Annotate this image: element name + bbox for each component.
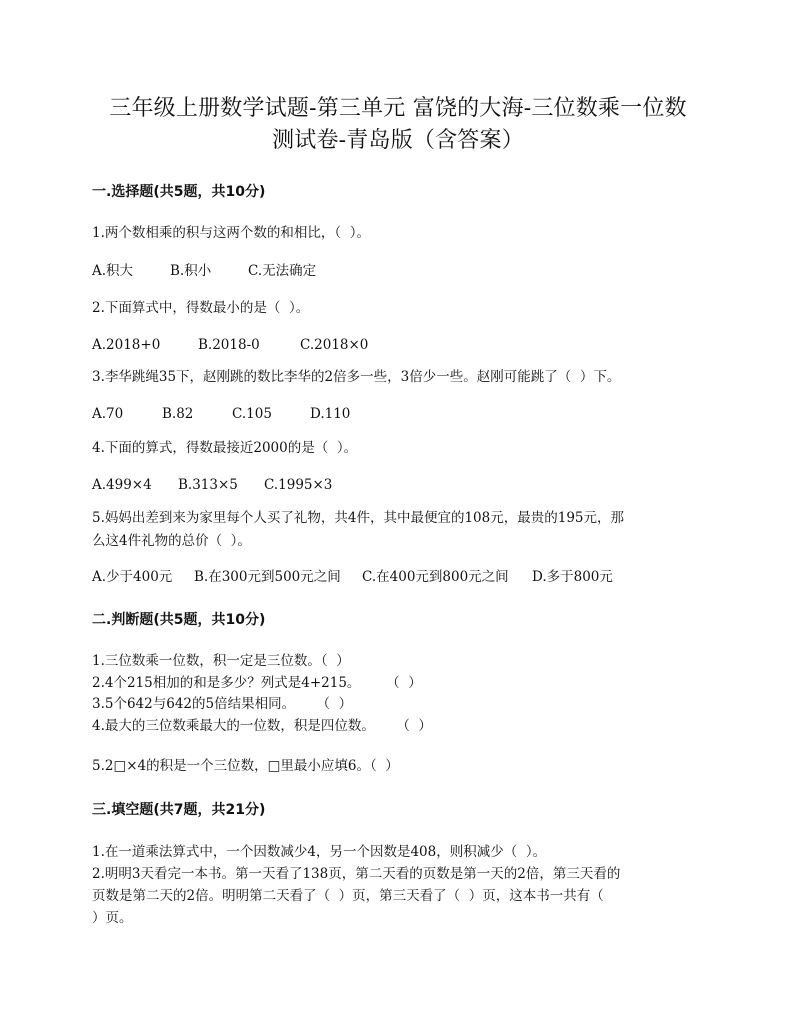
option-c: C.2018×0 bbox=[300, 337, 369, 353]
choice-question-1-options bbox=[92, 261, 316, 281]
option-a: A.499×4 bbox=[92, 477, 152, 493]
option-b: B.积小 bbox=[170, 263, 212, 279]
option-c: C.105 bbox=[232, 406, 272, 422]
choice-question-3-options bbox=[92, 404, 350, 424]
choice-question-2-options bbox=[92, 335, 368, 355]
section-heading-fill: 三.填空题(共7题，共21分) bbox=[92, 802, 266, 818]
option-c: C.1995×3 bbox=[264, 477, 333, 493]
judge-item-3: 3.5个642与642的5倍结果相同。 （ ） bbox=[92, 696, 353, 712]
option-b: B.82 bbox=[162, 406, 194, 422]
judge-item-4: 4.最大的三位数乘最大的一位数，积是四位数。 （ ） bbox=[92, 718, 432, 734]
option-a: A.积大 bbox=[92, 263, 134, 279]
document-title-line-1: 三年级上册数学试题-第三单元 富饶的大海-三位数乘一位数 bbox=[109, 96, 687, 121]
section-heading-judge: 二.判断题(共5题，共10分) bbox=[92, 612, 266, 628]
choice-question-4-options bbox=[92, 475, 332, 495]
option-b: B.2018-0 bbox=[198, 337, 260, 353]
fill-item-1: 1.在一道乘法算式中，一个因数减少4，另一个因数是408，则积减少（ ）。 bbox=[92, 844, 547, 860]
option-b: B.313×5 bbox=[178, 477, 238, 493]
option-a: A.2018+0 bbox=[92, 337, 161, 353]
choice-question-1: 1.两个数相乘的积与这两个数的和相比，（ ）。 bbox=[92, 225, 370, 241]
document-title-line-2: 测试卷-青岛版（含答案） bbox=[272, 128, 524, 153]
fill-item-2-line-3: ）页。 bbox=[92, 910, 133, 926]
option-d: D.多于800元 bbox=[532, 569, 613, 585]
choice-question-5-line-2: 么这4件礼物的总价（ ）。 bbox=[92, 533, 251, 549]
choice-question-4: 4.下面的算式，得数最接近2000的是（ ）。 bbox=[92, 440, 358, 456]
choice-question-3: 3.李华跳绳35下，赵刚跳的数比李华的2倍多一些，3倍少一些。赵刚可能跳了（ ）下。 bbox=[92, 369, 621, 385]
option-b: B.在300元到500元之间 bbox=[194, 569, 341, 585]
fill-item-2-line-1: 2.明明3天看完一本书。第一天看了138页，第二天看的页数是第一天的2倍，第三天看的 bbox=[92, 866, 621, 882]
section-heading-choice: 一.选择题(共5题，共10分) bbox=[92, 184, 266, 200]
judge-item-5: 5.2□×4的积是一个三位数，□里最小应填6。（ ） bbox=[92, 758, 399, 774]
option-a: A.少于400元 bbox=[92, 569, 173, 585]
option-c: C.在400元到800元之间 bbox=[362, 569, 509, 585]
choice-question-5-line-1: 5.妈妈出差到来为家里每个人买了礼物，共4件，其中最便宜的108元，最贵的195元，那 bbox=[92, 510, 625, 526]
choice-question-5-options bbox=[92, 567, 613, 587]
option-d: D.110 bbox=[310, 406, 351, 422]
option-c: C.无法确定 bbox=[248, 263, 317, 279]
option-a: A.70 bbox=[92, 406, 124, 422]
fill-item-2-line-2: 页数是第二天的2倍。明明第二天看了（ ）页，第三天看了（ ）页，这本书一共有（ bbox=[92, 888, 604, 904]
judge-item-2: 2.4个215相加的和是多少？列式是4+215。 （ ） bbox=[92, 675, 422, 691]
choice-question-2: 2.下面算式中，得数最小的是（ ）。 bbox=[92, 300, 310, 316]
judge-item-1: 1.三位数乘一位数，积一定是三位数。（ ） bbox=[92, 653, 350, 669]
